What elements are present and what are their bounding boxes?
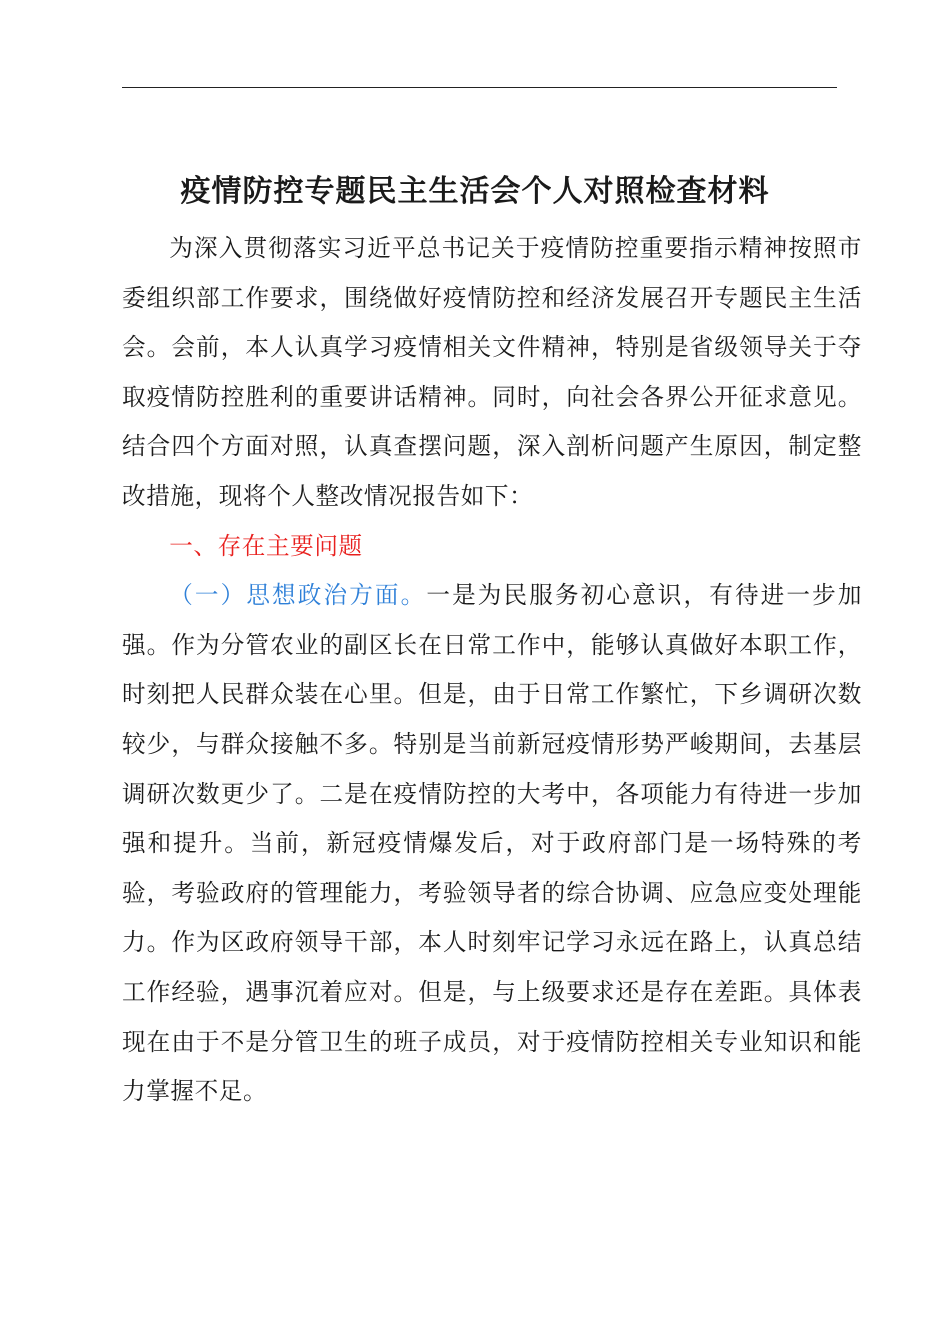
document-body bbox=[122, 224, 862, 1117]
intro-paragraph: 为深入贯彻落实习近平总书记关于疫情防控重要指示精神按照市委组织部工作要求，围绕做好疫情防控和经济发展召开专题民主生活会。会前，本人认真学习疫情相关文件精神，特别是省级领导关于夺取疫情防控胜利的重要讲话精神。同时，向社会各界公开征求意见。结合四个方面对照，认真查摆问题，深入剖析问题产生原因，制定整改措施，现将个人整改情况报告如下： bbox=[122, 234, 862, 510]
document-title: 疫情防控专题民主生活会个人对照检查材料 bbox=[180, 174, 770, 210]
subsection-paragraph bbox=[122, 571, 862, 1117]
subsection-heading: （一）思想政治方面。 bbox=[169, 581, 427, 610]
subsection-text: 一是为民服务初心意识，有待进一步加强。作为分管农业的副区长在日常工作中，能够认真做好本职工作，时刻把人民群众装在心里。但是，由于日常工作繁忙，下乡调研次数较少，与群众接触不多。特别是当前新冠疫情形势严峻期间，去基层调研次数更少了。二是在疫情防控的大考中，各项能力有待进一步加强和提升。当前，新冠疫情爆发后，对于政府部门是一场特殊的考验，考验政府的管理能力，考验领导者的综合协调、应急应变处理能力。作为区政府领导干部，本人时刻牢记学习永远在路上，认真总结工作经验，遇事沉着应对。但是，与上级要求还是存在差距。具体表现在由于不是分管卫生的班子成员，对于疫情防控相关专业知识和能力掌握不足。 bbox=[122, 581, 863, 1106]
section-heading: 一、存在主要问题 bbox=[169, 531, 363, 560]
header-rule bbox=[122, 87, 837, 88]
